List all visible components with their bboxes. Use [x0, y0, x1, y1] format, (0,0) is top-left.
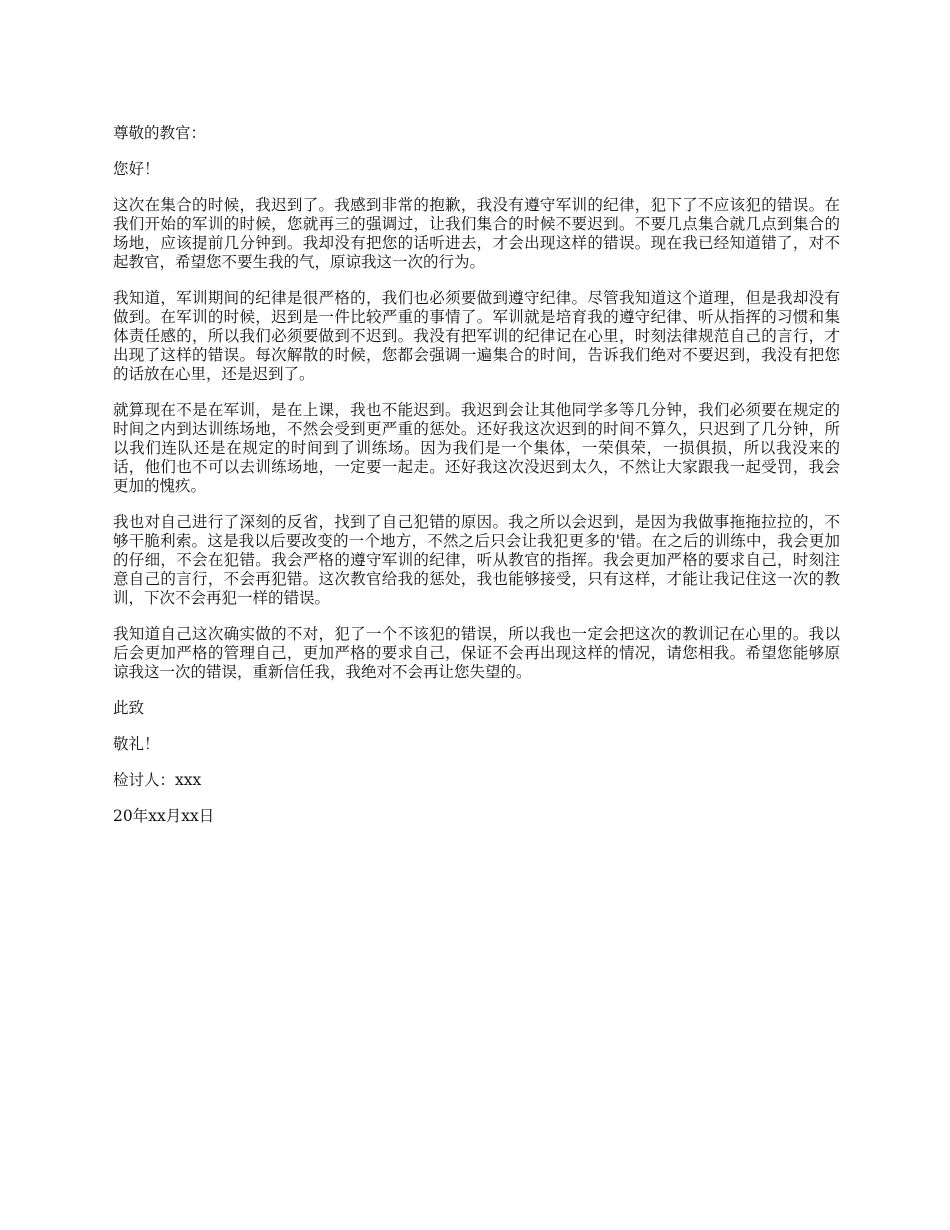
body-paragraph-2: 我知道，军训期间的纪律是很严格的，我们也必须要做到遵守纪律。尽管我知道这个道理，但是我却没有做到。在军训的时候，迟到是一件比较严重的事情了。军训就是培育我的遵守纪律、听从指挥的习惯和集体责任感的，所以我们必须要做到不迟到。我没有把军训的纪律记在心里，时刻法律规范自己的言行，才出现了这样的错误。每次解散的时候，您都会强调一遍集合的时间，告诉我们绝对不要迟到，我没有把您的话放在心里，还是迟到了。 [113, 289, 840, 383]
closing: 此致 [113, 699, 145, 717]
regards: 敬礼！ [113, 735, 160, 753]
letter-document [113, 124, 840, 843]
greeting: 您好！ [113, 160, 160, 178]
date: 20年xx月xx日 [113, 807, 215, 825]
signature: 检讨人：xxx [113, 771, 202, 789]
body-paragraph-4: 我也对自己进行了深刻的反省，找到了自己犯错的原因。我之所以会迟到，是因为我做事拖拖拉拉的，不够干脆利索。这是我以后要改变的一个地方，不然之后只会让我犯更多的'错。在之后的训练中，我会更加的仔细，不会在犯错。我会严格的遵守军训的纪律，听从教官的指挥。我会更加严格的要求自己，时刻注意自己的言行，不会再犯错。这次教官给我的惩处，我也能够接受，只有这样，才能让我记住这一次的教训，下次不会再犯一样的错误。 [113, 513, 840, 607]
body-paragraph-5: 我知道自己这次确实做的不对，犯了一个不该犯的错误，所以我也一定会把这次的教训记在心里的。我以后会更加严格的管理自己，更加严格的要求自己，保证不会再出现这样的情况，请您相我。希望您能够原谅我这一次的错误，重新信任我，我绝对不会再让您失望的。 [113, 625, 840, 681]
body-paragraph-1: 这次在集合的时候，我迟到了。我感到非常的抱歉，我没有遵守军训的纪律，犯下了不应该犯的错误。在我们开始的军训的时候，您就再三的强调过，让我们集合的时候不要迟到。不要几点集合就几点到集合的场地，应该提前几分钟到。我却没有把您的话听进去，才会出现这样的错误。现在我已经知道错了，对不起教官，希望您不要生我的气，原谅我这一次的行为。 [113, 196, 840, 271]
body-paragraph-3: 就算现在不是在军训，是在上课，我也不能迟到。我迟到会让其他同学多等几分钟，我们必须要在规定的时间之内到达训练场地，不然会受到更严重的惩处。还好我这次迟到的时间不算久，只迟到了几分钟，所以我们连队还是在规定的时间到了训练场。因为我们是一个集体，一荣俱荣，一损俱损，所以我没来的话，他们也不可以去训练场地，一定要一起走。还好我这次没迟到太久，不然让大家跟我一起受罚，我会更加的愧疚。 [113, 401, 840, 495]
salutation: 尊敬的教官： [113, 124, 207, 142]
